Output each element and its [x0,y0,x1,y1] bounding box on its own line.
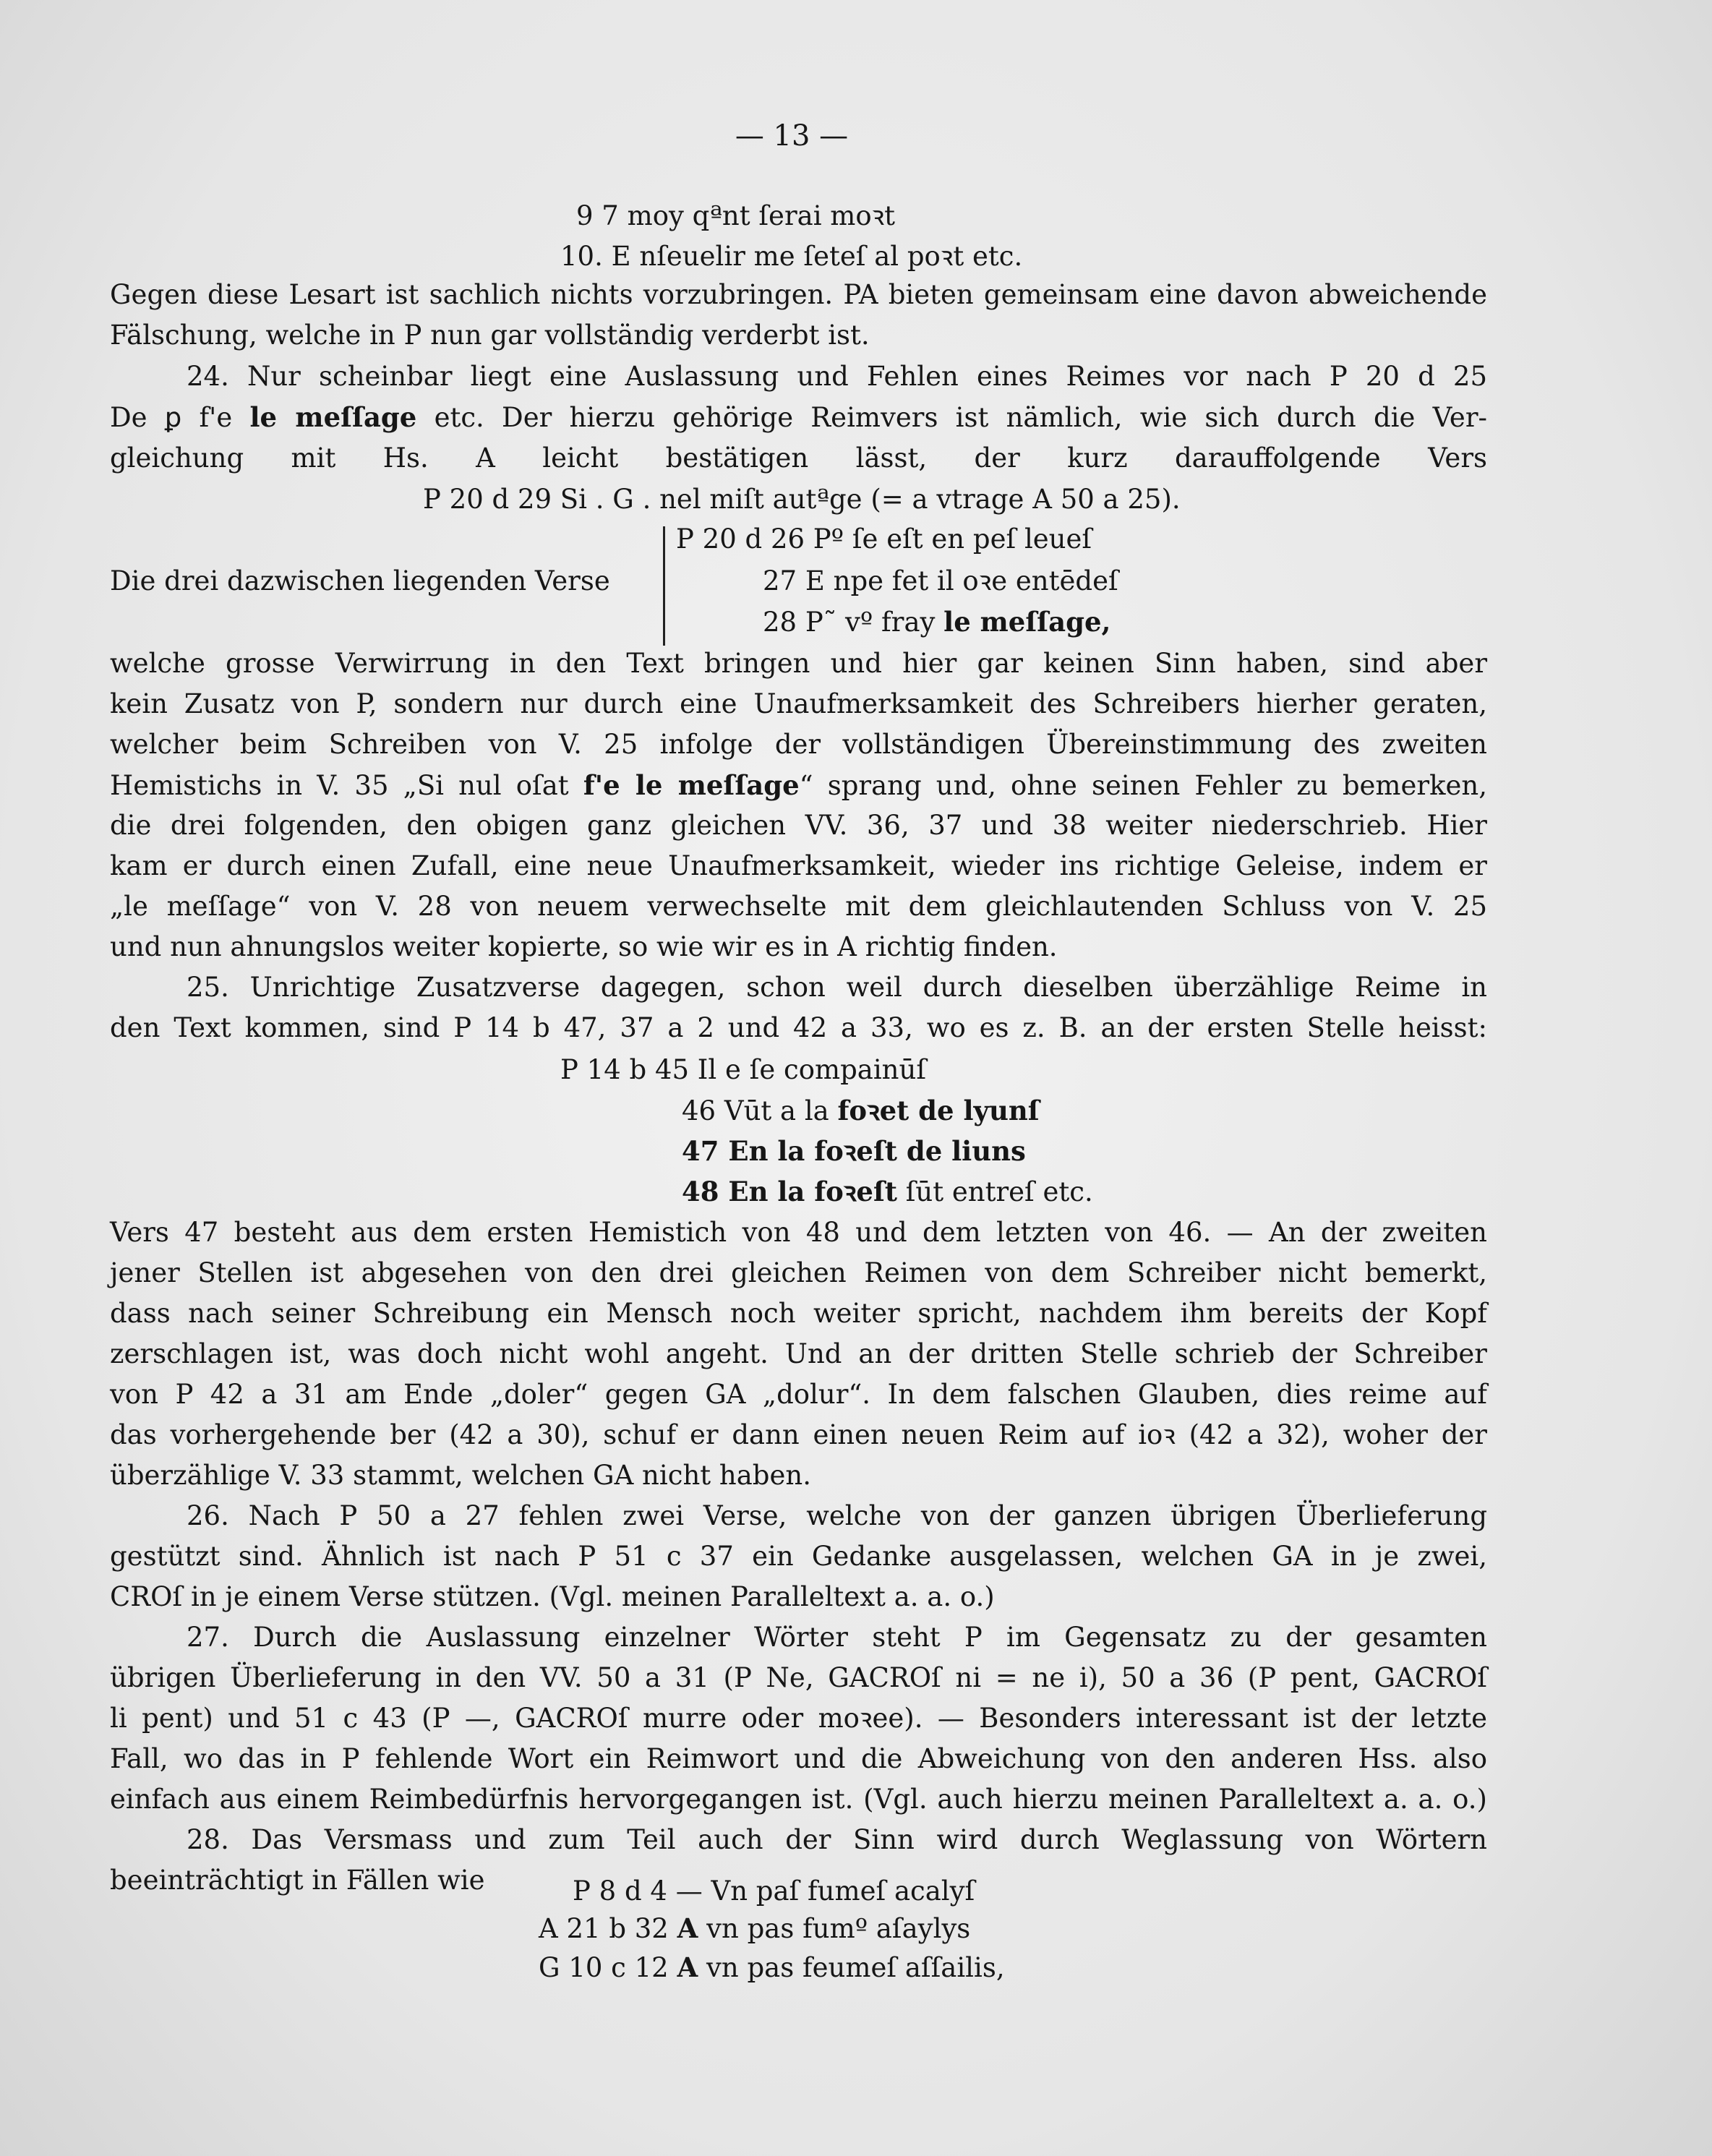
text-line: jener Stellen ist abgesehen von den drei gleichen Reimen von dem Schreiber nicht bemerkt, [110,1257,1487,1288]
text-line: 24. Nur scheinbar liegt eine Auslassung und Fehlen eines Reimes vor nach P 20 d 25 [187,361,1487,392]
text-line: Fall, wo das in P fehlende Wort ein Reimwort und die Abweichung von den anderen Hss. also [110,1743,1487,1774]
text-line: den Text kommen, sind P 14 b 47, 37 a 2 und 42 a 33, wo es z. B. an der ersten Stelle heisst: [110,1012,1487,1043]
text-line: CROſ in je einem Verse stützen. (Vgl. meinen Paralleltext a. a. o.) [110,1581,995,1612]
verse-line: P 14 b 45 Il e ſe compainūſ [560,1054,927,1085]
text-line: 26. Nach P 50 a 27 fehlen zwei Verse, welche von der ganzen übrigen Überlieferung [187,1500,1487,1531]
text-line: von P 42 a 31 am Ende „doler“ gegen GA „dolur“. In dem falschen Glauben, dies reime auf [110,1379,1487,1410]
verse-line: A 21 b 32 A vn pas fumº aſaylys [539,1912,971,1944]
verse-line: G 10 c 12 A vn pas feumeſ aſſailis, [539,1951,1005,1983]
text-line: welche grosse Verwirrung in den Text bringen und hier gar keinen Sinn haben, sind aber [110,648,1487,679]
text-line: die drei folgenden, den obigen ganz gleichen VV. 36, 37 und 38 weiter niederschrieb. Hier [110,810,1487,841]
text-line: 27. Durch die Auslassung einzelner Wörter steht P im Gegensatz zu der gesamten [187,1622,1487,1653]
verse-line: P 8 d 4 — Vn paſ fumeſ acalyſ [573,1875,975,1907]
text-line: kam er durch einen Zufall, eine neue Unaufmerksamkeit, wieder ins richtige Geleise, indem er [110,850,1487,881]
text-line: zerschlagen ist, was doch nicht wohl angeht. Und an der dritten Stelle schrieb der Schreiber [110,1338,1487,1369]
text-line: 28. Das Versmass und zum Teil auch der Sinn wird durch Weglassung von Wörtern [187,1824,1487,1855]
text-line: „le meſſage“ von V. 28 von neuem verwechselte mit dem gleichlautenden Schluss von V. 25 [110,891,1487,922]
verse-bracket [663,526,665,646]
text-line: Vers 47 besteht aus dem ersten Hemistich von 48 und dem letzten von 46. — An der zweiten [110,1217,1487,1248]
text-line: einfach aus einem Reimbedürfnis hervorgegangen ist. (Vgl. auch hierzu meinen Paralleltext a. a. o.) [110,1784,1487,1815]
text-line: li pent) und 51 c 43 (P —, GACROſ murre oder moꝛee). — Besonders interessant ist der letzte [110,1703,1487,1734]
text-line: gleichung mit Hs. A leicht bestätigen lässt, der kurz darauffolgende Vers [110,442,1487,474]
text-line: Hemistichs in V. 35 „Si nul oſat f'e le meſſage“ sprang und, ohne seinen Fehler zu bemerken, [110,769,1487,801]
verse-line: 48 En la foꝛeſt ſūt entreſ etc. [682,1176,1093,1207]
text-line: dass nach seiner Schreibung ein Mensch noch weiter spricht, nachdem ihm bereits der Kopf [110,1298,1487,1329]
verse-line: 46 Vūt a la foꝛet de lyunſ [682,1095,1040,1126]
verse-line: P 20 d 29 Si . G . nel miſt autªge (= a vtrage A 50 a 25). [423,484,1181,515]
text-line: übrigen Überlieferung in den VV. 50 a 31 (P Ne, GACROſ ni = ne i), 50 a 36 (P pent, GACROſ [110,1662,1487,1693]
text-line: Gegen diese Lesart ist sachlich nichts vorzubringen. PA bieten gemeinsam eine davon abweichende [110,279,1487,310]
text-line: kein Zusatz von P, sondern nur durch eine Unaufmerksamkeit des Schreibers hierher geraten, [110,688,1487,719]
text-line: Fälschung, welche in P nun gar vollständig verderbt ist. [110,320,870,351]
text-line: das vorhergehende ber (42 a 30), schuf er dann einen neuen Reim auf ioꝛ (42 a 32), woher der [110,1419,1487,1450]
verse-line: 9 7 moy qªnt ſerai moꝛt [576,200,896,231]
text-line: gestützt sind. Ähnlich ist nach P 51 c 37 ein Gedanke ausgelassen, welchen GA in je zwei, [110,1541,1487,1572]
verse-label: Die drei dazwischen liegenden Verse [110,565,610,596]
page-number: — 13 — [735,119,849,153]
verse-line: 27 E npe fet il oꝛe entēdeſ [763,565,1118,596]
text-line: überzählige V. 33 stammt, welchen GA nicht haben. [110,1460,811,1491]
text-line: welcher beim Schreiben von V. 25 infolge der vollständigen Übereinstimmung des zweiten [110,729,1487,760]
text-line: 25. Unrichtige Zusatzverse dagegen, schon weil durch dieselben überzählige Reime in [187,972,1487,1003]
text-line: und nun ahnungslos weiter kopierte, so wie wir es in A richtig finden. [110,931,1058,962]
verse-line: P 20 d 26 Pº ſe eſt en peſ leueſ [676,523,1092,555]
text-line: beeinträchtigt in Fällen wie [110,1865,485,1896]
text-line: De ꝑ f'e le meſſage etc. Der hierzu gehörige Reimvers ist nämlich, wie sich durch die Ver- [110,401,1488,433]
verse-line: 10. E nſeuelir me ſeteſ al poꝛt etc. [560,241,1023,272]
verse-line: 47 En la foꝛeſt de liuns [682,1135,1026,1167]
verse-line: 28 P˜ vº fray le meſſage, [763,606,1111,638]
